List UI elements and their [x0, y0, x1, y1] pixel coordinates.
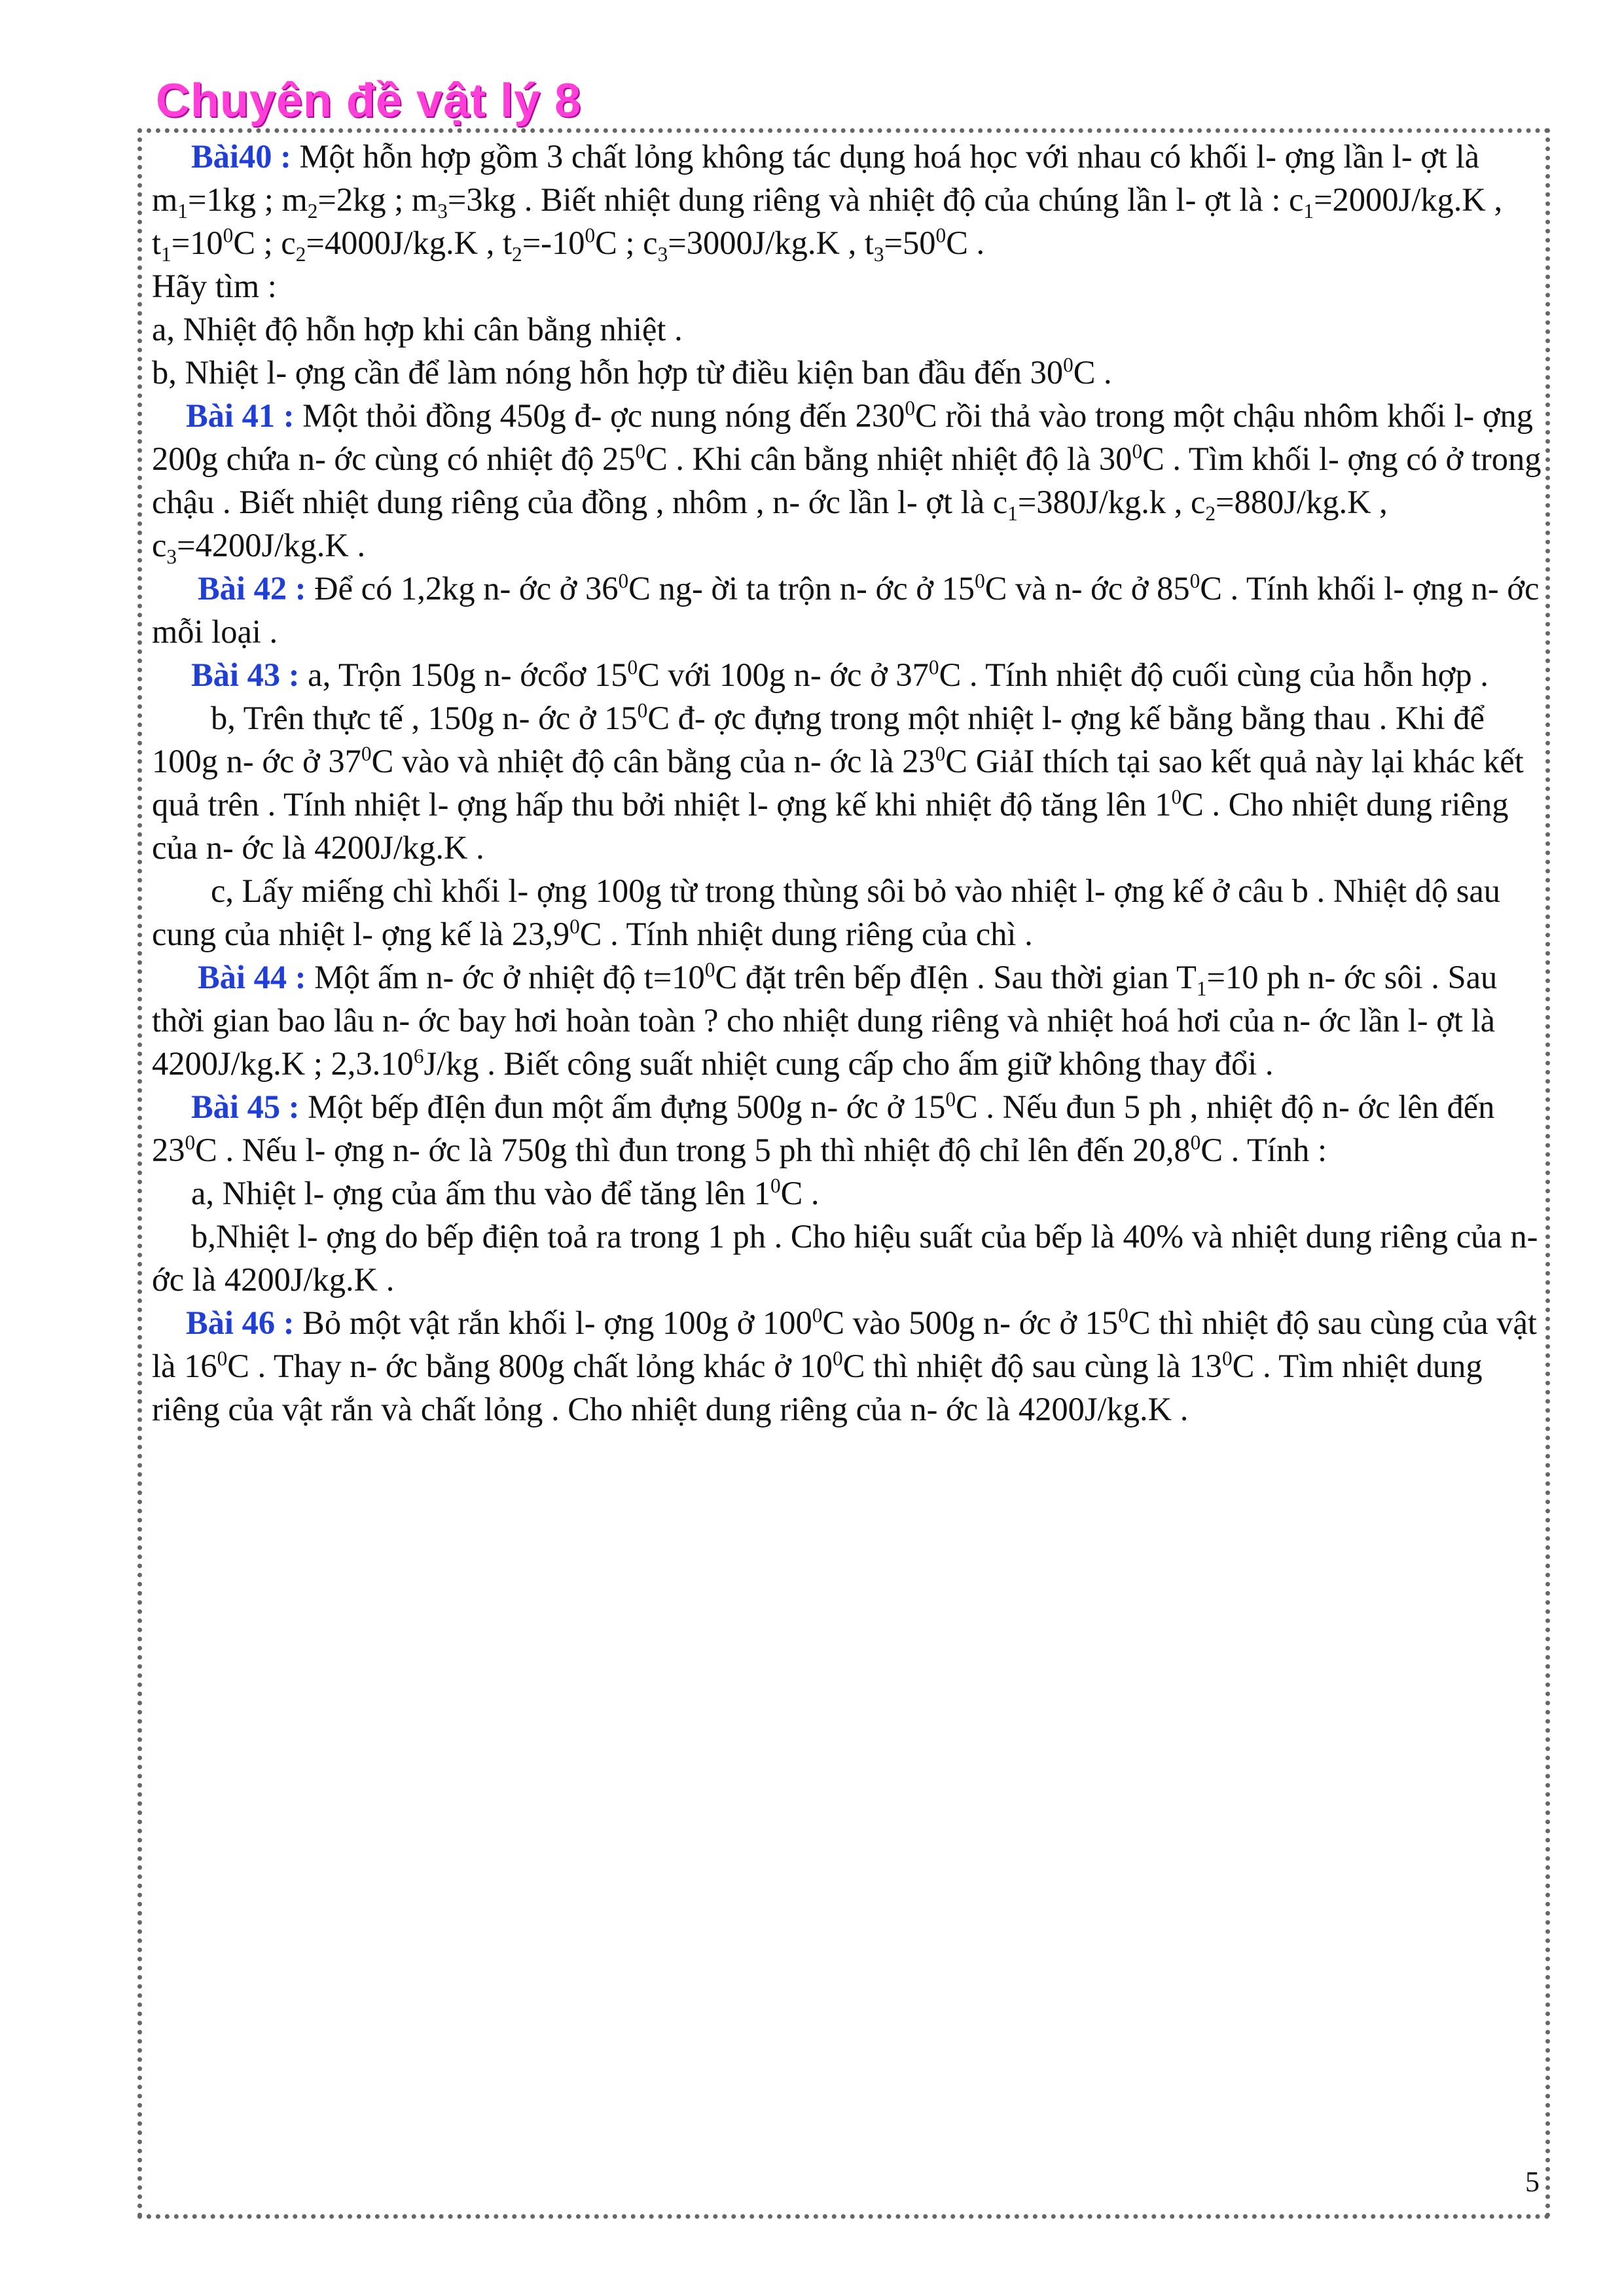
problem-45-label: Bài 45 : — [191, 1088, 300, 1125]
problem-46-label: Bài 46 : — [186, 1304, 295, 1341]
page-title: Chuyên đề vật lý 8 — [156, 75, 582, 127]
problem-43-part-b: b, Trên thực tế , 150g n- ớc ở $15^0C$ đ- ợc đựng trong một nhiệt l- ợng kế bằng bằng thau . Khi để 100g n- ớc ở $37^0C$ vào và nhiệt độ cân bằng của n- ớc là $23^0C$ GiảI thích tại sao kết quả này lại khác kết quả trên . Tính nhiệt l- ợng hấp thu bởi nhiệt l- ợng kế khi nhiệt độ tăng lên $1^0C$ . Cho nhiệt dung riêng của n- ớc là 4200J/kg.K . — [152, 699, 1524, 866]
problem-list — [152, 135, 1546, 1431]
problem-42: Bài 42 : Để có 1,2kg n- ớc ở $36^0C$ ng- ời ta trộn n- ớc ở $15^0C$ và n- ớc ở $85^0C$ . Tính khối l- ợng n- ớc mỗi loại . — [152, 569, 1540, 650]
problem-44: Bài 44 : Một ấm n- ớc ở nhiệt độ $t=10^0C$ đặt trên bếp đIện . Sau thời gian $T_1=10$ ph n- ớc sôi . Sau thời gian bao lâu n- ớc bay hơi hoàn toàn ? cho nhiệt dung riêng và nhiệt hoá hơi của n- ớc lần l- ợt là 4200J/kg.K ; 2,3.10$^6$J/kg . Biết công suất nhiệt cung cấp cho ấm giữ không thay đổi . — [152, 958, 1498, 1082]
problem-45: Bài 45 : Một bếp đIện đun một ấm đựng 500g n- ớc ở $15^0C$ . Nếu đun 5 ph , nhiệt độ n- ớc lên đến $23^0C$ . Nếu l- ợng n- ớc là 750g thì đun trong 5 ph thì nhiệt độ chỉ lên đến 20,8$^0$C . Tính : — [152, 1088, 1495, 1168]
problem-40-part-a: a, Nhiệt độ hỗn hợp khi cân bằng nhiệt . — [152, 311, 683, 348]
problem-40-question: Hãy tìm : — [152, 268, 277, 304]
problem-46: Bài 46 : Bỏ một vật rắn khối l- ợng 100g ở $100^0C$ vào 500g n- ớc ở $15^0C$ thì nhiệt độ sau cùng của vật là $16^0C$ . Thay n- ớc bằng 800g chất lỏng khác ở $10^0C$ thì nhiệt độ sau cùng là $13^0C$ . Tìm nhiệt dung riêng của vật rắn và chất lỏng . Cho nhiệt dung riêng của n- ớc là 4200J/kg.K . — [152, 1304, 1537, 1427]
problem-45-part-b: b,Nhiệt l- ợng do bếp điện toả ra trong 1 ph . Cho hiệu suất của bếp là 40% và nhiệt dung riêng của n- ớc là 4200J/kg.K . — [152, 1218, 1538, 1298]
page-number: 5 — [1525, 2166, 1540, 2198]
problem-40: Bài40 : Một hỗn hợp gồm 3 chất lỏng không tác dụng hoá học với nhau có khối l- ợng lần l- ợt là $m_1=1kg$ ; $m_2=2kg$ ; $m_3=3kg$ . Biết nhiệt dung riêng và nhiệt độ của chúng lần l- ợt là : $c_1=2000J/kg.K$ , $t_1=10^0C$ ; $c_2=4000J/kg.K$ , $t_2=-10^0C$ ; $c_3=3000J/kg.K$ , $t_3=50^0C$ . — [152, 138, 1503, 266]
problem-44-label: Bài 44 : — [198, 959, 306, 996]
problem-40-part-b: b, Nhiệt l- ợng cần để làm nóng hỗn hợp từ điều kiện ban đầu đến $30^0C$ . — [152, 353, 1112, 391]
problem-41: Bài 41 : Một thỏi đồng 450g đ- ợc nung nóng đến $230^0C$ rồi thả vào trong một chậu nhôm khối l- ợng 200g chứa n- ớc cùng có nhiệt độ $25^0C$ . Khi cân bằng nhiệt nhiệt độ là $30^0C$ . Tìm khối l- ợng có ở trong chậu . Biết nhiệt dung riêng của đồng , nhôm , n- ớc lần l- ợt là $c_1=380J/kg.k$ , $c_2=880J/kg.K$ , $c_3=4200J/kg.K$ . — [152, 397, 1542, 569]
problem-40-label: Bài40 : — [191, 138, 291, 175]
problem-43: Bài 43 : a, Trộn 150g n- ớcổơ $15^0C$ với 100g n- ớc ở $37^0C$ . Tính nhiệt độ cuối cùng của hỗn hợp . — [191, 656, 1489, 693]
problem-43-part-c: c, Lấy miếng chì khối l- ợng 100g từ trong thùng sôi bỏ vào nhiệt l- ợng kế ở câu b . Nhiệt dộ sau cung của nhiệt l- ợng kế là 23,9$^0$C . Tính nhiệt dung riêng của chì . — [152, 872, 1501, 952]
problem-42-label: Bài 42 : — [198, 570, 306, 607]
problem-43-label: Bài 43 : — [191, 656, 300, 693]
problem-41-label: Bài 41 : — [186, 397, 295, 434]
problem-45-part-a: a, Nhiệt l- ợng của ấm thu vào để tăng lên $1^0C$ . — [191, 1174, 820, 1211]
